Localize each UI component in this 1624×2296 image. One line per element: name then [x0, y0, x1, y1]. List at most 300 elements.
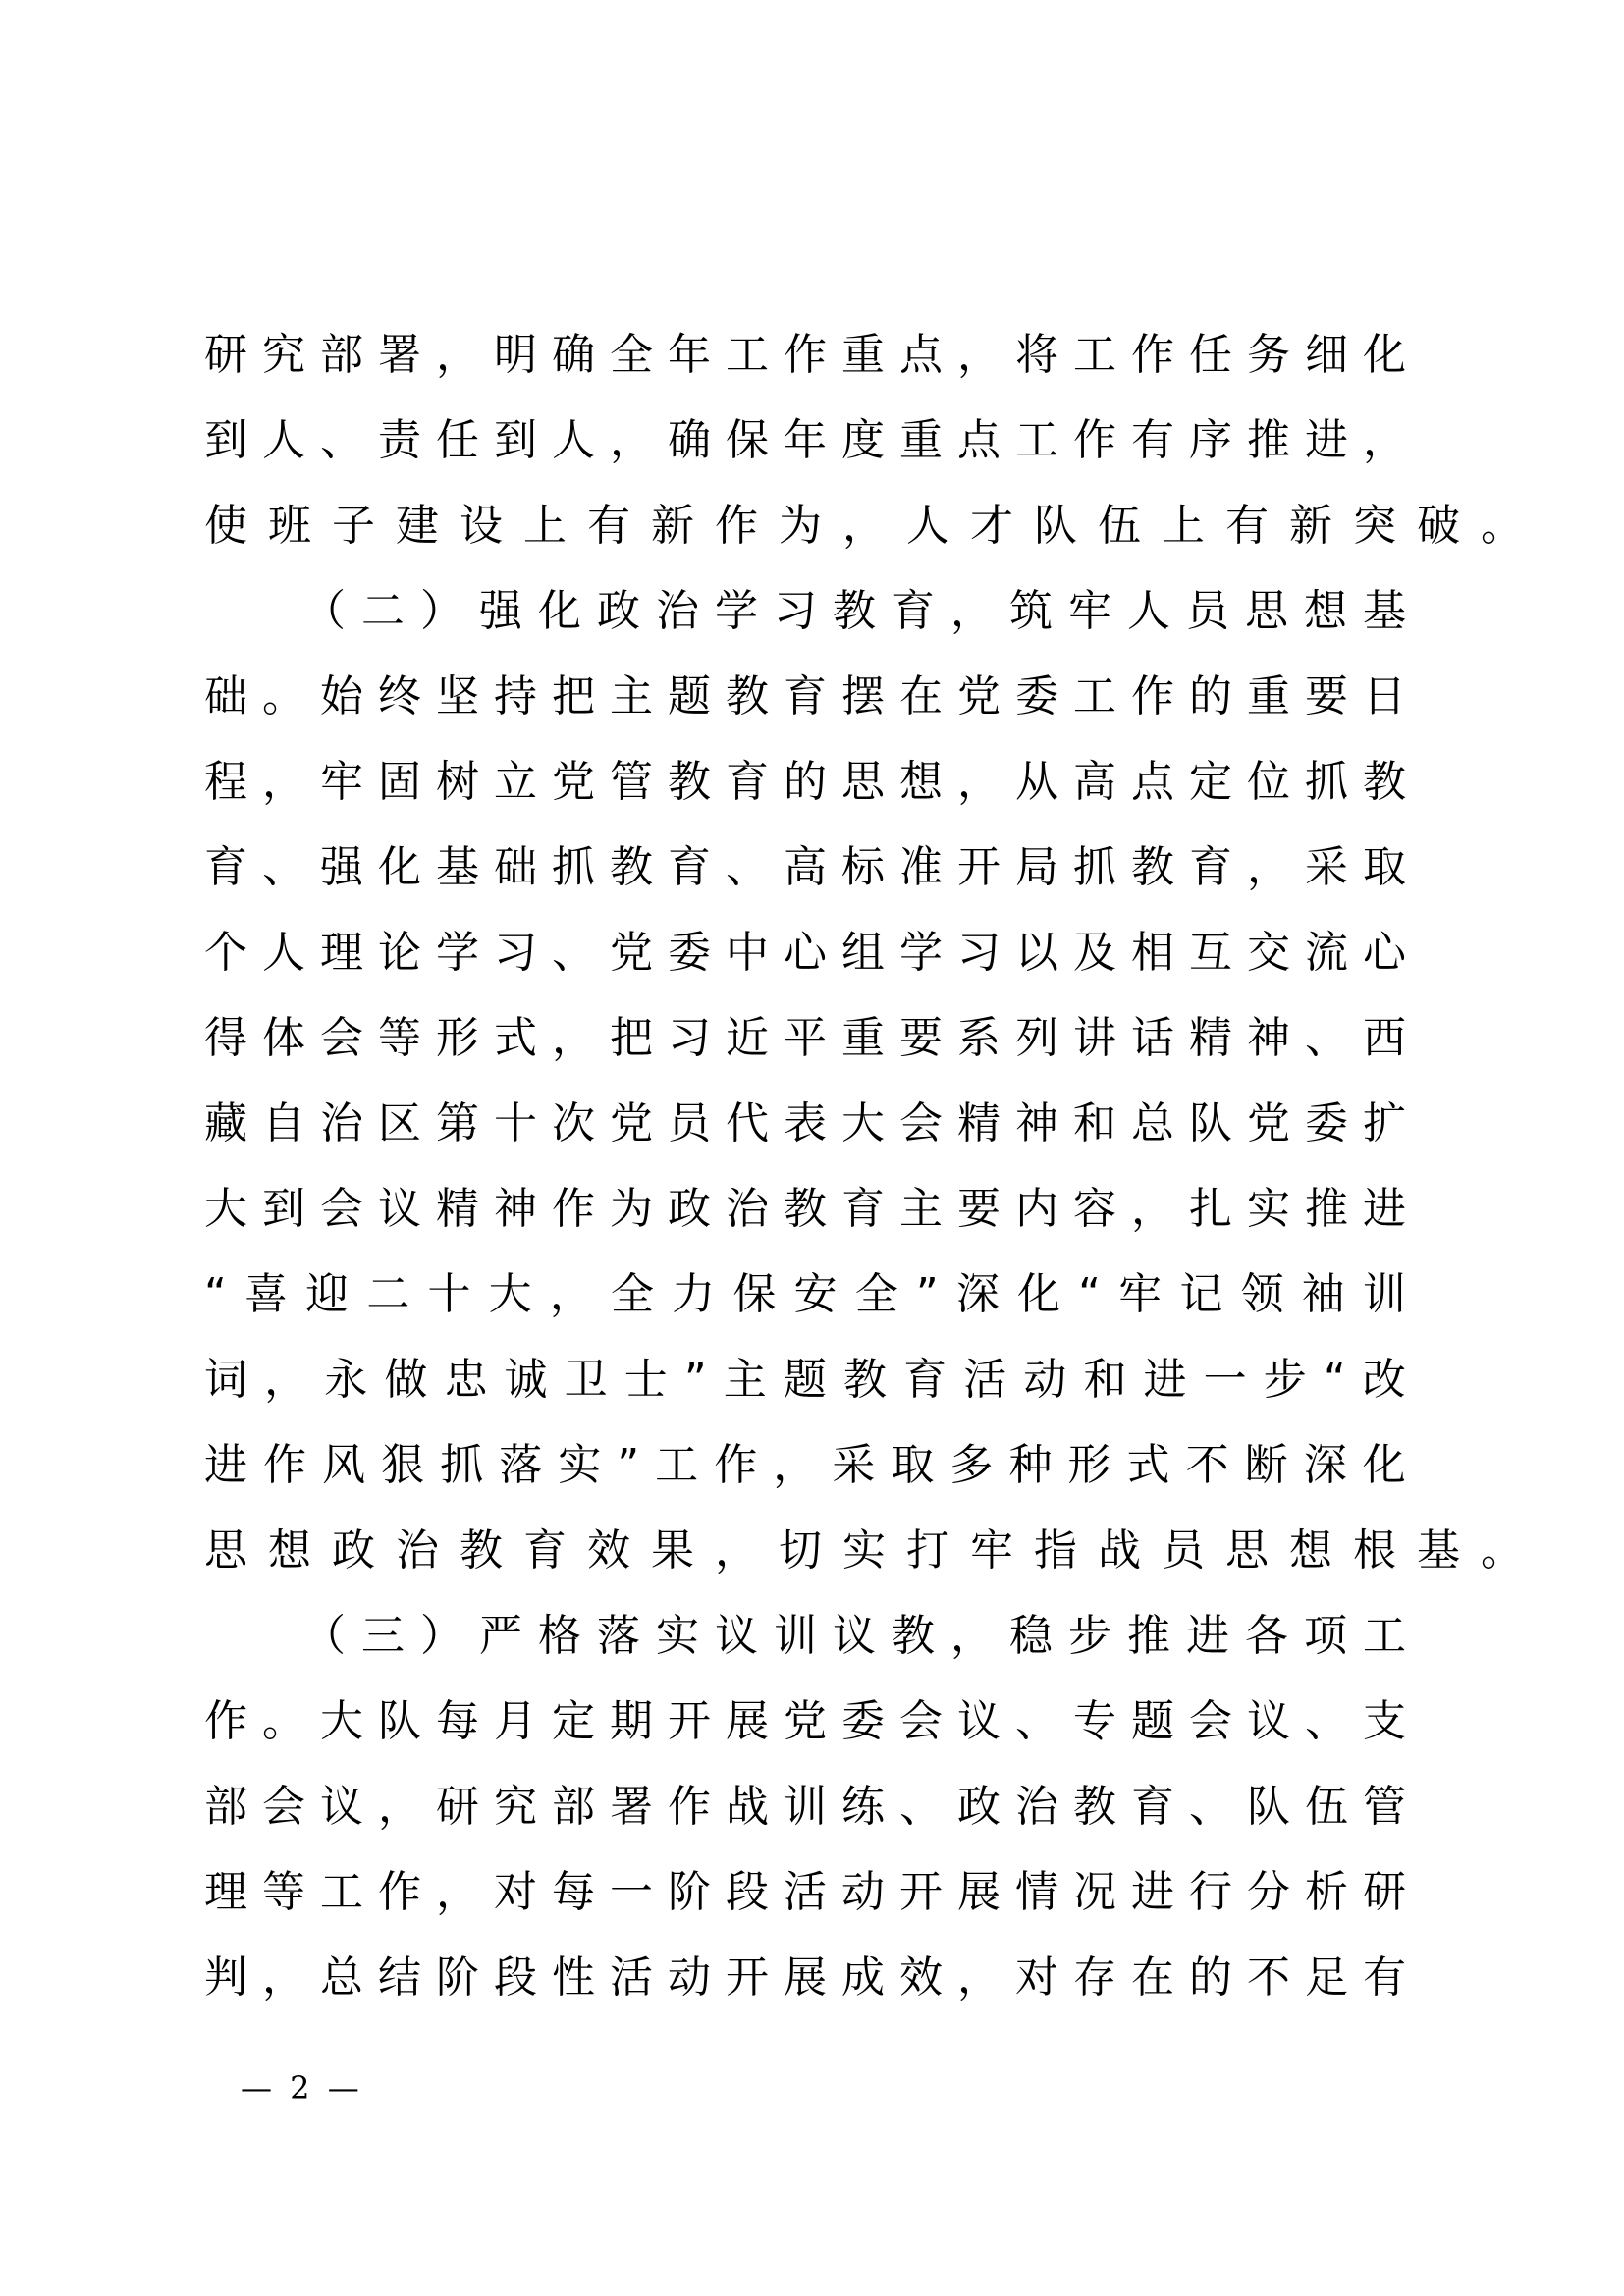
text-char: 治: [656, 586, 699, 636]
text-char: 期: [610, 1696, 653, 1746]
text-char: 取: [1363, 842, 1406, 892]
text-char: 研: [204, 330, 247, 380]
text-char: “: [1078, 1269, 1101, 1319]
text-char: 人: [262, 415, 305, 465]
text-char: 采: [832, 1440, 876, 1490]
text-char: 进: [1143, 1355, 1187, 1405]
text-char: 实: [656, 1611, 699, 1661]
text-char: 部: [320, 330, 363, 380]
text-char: 大: [841, 1098, 885, 1148]
text-char: “: [204, 1269, 227, 1319]
text-char: 政: [957, 1782, 1001, 1832]
text-char: 、: [1015, 1696, 1058, 1746]
text-char: 新: [1289, 501, 1353, 551]
text-char: 实: [1247, 1184, 1290, 1234]
text-line: [204, 910, 1406, 995]
text-char: 标: [841, 842, 885, 892]
text-char: 管: [610, 757, 653, 807]
text-char: 一: [1203, 1355, 1247, 1405]
text-char: 作: [668, 1782, 711, 1832]
text-char: 力: [672, 1269, 716, 1319]
text-char: ”: [617, 1440, 640, 1490]
text-char: 育: [1131, 1782, 1174, 1832]
text-char: 学: [436, 928, 479, 978]
text-char: 式: [494, 1013, 537, 1063]
text-char: 议: [957, 1696, 1001, 1746]
text-char: 为: [779, 501, 842, 551]
text-char: 持: [494, 671, 537, 721]
text-char: 开: [899, 1867, 943, 1917]
text-char: 任: [436, 415, 479, 465]
text-char: 开: [726, 1952, 769, 2002]
text-char: 对: [494, 1867, 537, 1917]
text-char: 藏: [204, 1098, 247, 1148]
text-char: 明: [494, 330, 537, 380]
text-char: 活: [610, 1952, 653, 2002]
text-line: [204, 1081, 1406, 1166]
text-line: [204, 398, 1406, 483]
text-char: 点: [899, 330, 943, 380]
text-char: 教: [892, 1611, 935, 1661]
text-char: 治: [726, 1184, 769, 1234]
text-char: 党: [552, 757, 595, 807]
text-char: 主: [610, 671, 653, 721]
text-line: [204, 1422, 1406, 1508]
text-char: 支: [1363, 1696, 1406, 1746]
text-char: 委: [1305, 1098, 1348, 1148]
text-char: 队: [1247, 1782, 1290, 1832]
text-char: 牢: [1068, 586, 1111, 636]
text-char: 党: [957, 671, 1001, 721]
text-char: 治: [396, 1525, 460, 1575]
text-char: 伍: [1305, 1782, 1348, 1832]
text-char: 推: [1247, 415, 1290, 465]
text-char: 落: [499, 1440, 543, 1490]
text-line: [204, 312, 1406, 398]
text-char: 思: [841, 757, 885, 807]
text-char: 有: [1225, 501, 1289, 551]
text-char: 进: [1131, 1867, 1174, 1917]
text-char: 平: [784, 1013, 827, 1063]
text-char: 的: [784, 757, 827, 807]
text-line: [204, 1337, 1406, 1422]
text-char: 全: [854, 1269, 898, 1319]
text-char: 。: [1481, 501, 1544, 551]
text-char: 理: [320, 928, 363, 978]
text-char: 区: [378, 1098, 421, 1148]
text-char: 实: [842, 1525, 906, 1575]
text-char: 基: [436, 842, 479, 892]
text-char: 全: [610, 330, 653, 380]
text-char: 理: [204, 1867, 247, 1917]
text-char: 精: [1189, 1013, 1232, 1063]
text-char: 育: [523, 1525, 587, 1575]
text-char: 责: [378, 415, 421, 465]
text-char: 将: [1015, 330, 1058, 380]
text-char: 严: [479, 1611, 522, 1661]
text-char: 高: [784, 842, 827, 892]
text-char: 重: [841, 1013, 885, 1063]
text-char: 子: [332, 501, 396, 551]
text-char: 体: [262, 1013, 305, 1063]
text-char: 始: [320, 671, 363, 721]
text-char: 研: [1363, 1867, 1406, 1917]
text-char: 局: [1015, 842, 1058, 892]
text-char: 以: [1015, 928, 1058, 978]
text-char: 袖: [1301, 1269, 1345, 1319]
text-char: 性: [552, 1952, 595, 2002]
text-char: 十: [494, 1098, 537, 1148]
text-char: 会: [1189, 1696, 1232, 1746]
text-char: 推: [1127, 1611, 1170, 1661]
text-char: 第: [436, 1098, 479, 1148]
text-char: 根: [1353, 1525, 1417, 1575]
page-number: — 2 —: [241, 2069, 363, 2107]
text-char: ，: [1363, 415, 1406, 465]
text-char: 工: [726, 330, 769, 380]
text-char: 对: [1015, 1952, 1058, 2002]
text-char: 打: [906, 1525, 970, 1575]
text-char: 定: [552, 1696, 595, 1746]
text-char: 人: [906, 501, 970, 551]
text-char: 议: [833, 1611, 876, 1661]
text-char: 深: [955, 1269, 1000, 1319]
text-char: 训: [1362, 1269, 1406, 1319]
text-char: 进: [1186, 1611, 1229, 1661]
body-text: [204, 312, 1544, 2020]
text-char: 工: [320, 1867, 363, 1917]
text-char: 神: [494, 1184, 537, 1234]
text-char: 政: [668, 1184, 711, 1234]
text-char: 育: [841, 1184, 885, 1234]
text-char: 点: [1131, 757, 1174, 807]
text-char: 扩: [1363, 1098, 1406, 1148]
text-char: 抓: [1305, 757, 1348, 807]
text-char: ，: [549, 1269, 593, 1319]
text-char: 指: [1034, 1525, 1098, 1575]
text-char: 战: [1098, 1525, 1162, 1575]
text-char: 点: [957, 415, 1001, 465]
text-char: 队: [1189, 1098, 1232, 1148]
text-char: 上: [1162, 501, 1225, 551]
text-char: 近: [726, 1013, 769, 1063]
text-char: 想: [899, 757, 943, 807]
text-char: 和: [1073, 1098, 1116, 1148]
text-char: 取: [891, 1440, 935, 1490]
text-char: 安: [793, 1269, 838, 1319]
text-char: 日: [1363, 671, 1406, 721]
text-char: 队: [378, 1696, 421, 1746]
text-char: 内: [1015, 1184, 1058, 1234]
text-char: 班: [268, 501, 332, 551]
text-line: [204, 1679, 1406, 1764]
text-char: 基: [1417, 1525, 1481, 1575]
text-char: 忠: [444, 1355, 488, 1405]
text-char: 想: [1289, 1525, 1353, 1575]
text-char: 终: [378, 671, 421, 721]
text-char: 题: [783, 1355, 827, 1405]
text-char: 党: [784, 1696, 827, 1746]
text-char: 工: [1073, 671, 1116, 721]
text-char: 署: [610, 1782, 653, 1832]
text-char: 实: [558, 1440, 602, 1490]
text-char: 话: [1131, 1013, 1174, 1063]
text-char: 个: [204, 928, 247, 978]
text-char: 教: [726, 671, 769, 721]
text-char: 议: [320, 1782, 363, 1832]
text-line: [204, 1764, 1406, 1849]
text-char: 况: [1073, 1867, 1116, 1917]
text-char: 重: [841, 330, 885, 380]
text-char: 重: [1247, 671, 1290, 721]
text-char: 段: [494, 1952, 537, 2002]
text-char: 有: [1131, 415, 1174, 465]
text-char: 人: [1127, 586, 1170, 636]
text-char: 判: [204, 1952, 247, 2002]
text-char: 教: [610, 842, 653, 892]
text-char: 结: [378, 1952, 421, 2002]
text-char: 党: [1247, 1098, 1290, 1148]
text-char: 开: [668, 1696, 711, 1746]
text-char: 动: [668, 1952, 711, 2002]
text-char: 基: [1363, 586, 1406, 636]
text-char: 阶: [436, 1952, 479, 2002]
text-char: ，: [773, 1440, 817, 1490]
text-char: 才: [970, 501, 1034, 551]
text-char: 程: [204, 757, 247, 807]
text-char: 作: [784, 330, 827, 380]
text-char: 部: [552, 1782, 595, 1832]
text-char: 新: [651, 501, 715, 551]
section-heading-line: [204, 1593, 1406, 1679]
text-char: 心: [784, 928, 827, 978]
text-char: 管: [1363, 1782, 1406, 1832]
text-char: 果: [651, 1525, 715, 1575]
text-char: 思: [1245, 586, 1288, 636]
text-char: 成: [841, 1952, 885, 2002]
text-char: 战: [726, 1782, 769, 1832]
text-char: 及: [1073, 928, 1116, 978]
text-char: 动: [1023, 1355, 1067, 1405]
text-char: 位: [1247, 757, 1290, 807]
text-char: 教: [1363, 757, 1406, 807]
text-char: 的: [1189, 1952, 1232, 2002]
text-char: 把: [610, 1013, 653, 1063]
text-char: 础: [204, 671, 247, 721]
text-char: 会: [320, 1013, 363, 1063]
text-char: 会: [899, 1696, 943, 1746]
text-char: ，: [610, 415, 653, 465]
text-char: 等: [262, 1867, 305, 1917]
text-char: 展: [957, 1867, 1001, 1917]
text-char: 化: [378, 842, 421, 892]
text-char: ，: [957, 1952, 1001, 2002]
text-char: 月: [494, 1696, 537, 1746]
text-char: 作: [378, 1867, 421, 1917]
text-char: ，: [950, 586, 994, 636]
text-char: 抓: [440, 1440, 484, 1490]
text-char: ，: [842, 501, 906, 551]
text-char: 深: [1303, 1440, 1347, 1490]
text-char: 扎: [1189, 1184, 1232, 1234]
text-char: 活: [784, 1867, 827, 1917]
text-char: 筑: [1009, 586, 1053, 636]
text-char: 行: [1189, 1867, 1232, 1917]
text-char: 习: [494, 928, 537, 978]
text-char: 得: [204, 1013, 247, 1063]
text-char: 设: [460, 501, 523, 551]
text-char: 员: [668, 1098, 711, 1148]
text-char: 一: [610, 1867, 653, 1917]
text-char: 牢: [970, 1525, 1034, 1575]
text-char: 神: [1015, 1098, 1058, 1148]
text-char: 育: [903, 1355, 947, 1405]
text-char: 、: [1189, 1782, 1232, 1832]
text-char: 保: [732, 1269, 777, 1319]
text-char: 等: [378, 1013, 421, 1063]
text-char: 切: [779, 1525, 842, 1575]
text-char: 育: [1189, 842, 1232, 892]
text-char: 确: [668, 415, 711, 465]
text-char: 讲: [1073, 1013, 1116, 1063]
text-char: 题: [1131, 1696, 1174, 1746]
text-char: 党: [610, 1098, 653, 1148]
text-line: [204, 739, 1406, 825]
text-char: 、: [726, 842, 769, 892]
text-char: ”: [915, 1269, 939, 1319]
text-char: 会: [320, 1184, 363, 1234]
text-char: 坚: [436, 671, 479, 721]
text-char: ，: [436, 330, 479, 380]
text-char: 段: [726, 1867, 769, 1917]
text-char: 各: [1245, 1611, 1288, 1661]
text-char: 足: [1305, 1952, 1348, 2002]
text-char: ，: [1247, 842, 1290, 892]
text-char: 人: [262, 928, 305, 978]
text-char: 化: [1362, 1440, 1406, 1490]
text-char: 大: [488, 1269, 532, 1319]
text-char: 育: [726, 757, 769, 807]
text-char: 政: [597, 586, 640, 636]
text-char: 细: [1305, 330, 1348, 380]
text-char: 委: [841, 1696, 885, 1746]
text-char: 容: [1073, 1184, 1116, 1234]
text-char: 议: [715, 1611, 758, 1661]
text-char: 工: [655, 1440, 699, 1490]
text-char: 树: [436, 757, 479, 807]
text-char: 要: [899, 1013, 943, 1063]
text-char: 作: [1131, 671, 1174, 721]
text-char: ，: [264, 1355, 308, 1405]
text-char: 展: [726, 1696, 769, 1746]
text-char: 步: [1263, 1355, 1307, 1405]
text-char: 组: [841, 928, 885, 978]
text-char: 情: [1015, 1867, 1058, 1917]
text-char: 到: [262, 1184, 305, 1234]
text-char: 多: [949, 1440, 994, 1490]
text-char: 教: [1131, 842, 1174, 892]
text-line: [204, 1166, 1406, 1252]
text-char: 全: [611, 1269, 654, 1319]
text-char: 重: [899, 415, 943, 465]
text-char: 项: [1304, 1611, 1347, 1661]
text-char: 要: [1305, 671, 1348, 721]
text-line: [204, 1252, 1406, 1337]
text-char: 和: [1083, 1355, 1127, 1405]
text-char: 想: [1304, 586, 1347, 636]
text-char: 工: [1073, 330, 1116, 380]
text-char: 人: [552, 415, 595, 465]
text-char: 、: [899, 1782, 943, 1832]
text-char: 习: [668, 1013, 711, 1063]
text-char: 二: [361, 586, 405, 636]
text-char: 化: [538, 586, 581, 636]
text-char: 摆: [841, 671, 885, 721]
section-heading-line: [204, 568, 1406, 654]
text-char: ”: [683, 1355, 707, 1405]
text-line: [204, 1508, 1544, 1593]
text-char: 高: [1073, 757, 1116, 807]
text-char: 十: [427, 1269, 471, 1319]
text-char: 稳: [1009, 1611, 1053, 1661]
text-char: 中: [726, 928, 769, 978]
text-char: 形: [1067, 1440, 1111, 1490]
text-char: 部: [204, 1782, 247, 1832]
text-char: 喜: [244, 1269, 288, 1319]
text-char: 立: [494, 757, 537, 807]
text-char: 度: [841, 415, 885, 465]
text-char: ，: [715, 1525, 779, 1575]
text-char: ，: [957, 757, 1001, 807]
text-char: ，: [1131, 1184, 1174, 1234]
text-char: 抓: [1073, 842, 1116, 892]
text-char: 主: [723, 1355, 767, 1405]
text-char: 上: [523, 501, 587, 551]
text-char: 大: [204, 1184, 247, 1234]
text-char: 训: [774, 1611, 817, 1661]
text-char: 强: [320, 842, 363, 892]
text-char: 狠: [381, 1440, 425, 1490]
text-char: 西: [1363, 1013, 1406, 1063]
text-char: 不: [1185, 1440, 1229, 1490]
text-line: [204, 654, 1406, 739]
text-char: 诚: [504, 1355, 548, 1405]
text-char: 建: [396, 501, 460, 551]
text-char: ）: [420, 1611, 463, 1661]
text-char: 育: [784, 671, 827, 721]
text-char: 大: [320, 1696, 363, 1746]
text-char: 流: [1305, 928, 1348, 978]
text-char: 化: [1017, 1269, 1060, 1319]
text-char: 年: [668, 330, 711, 380]
text-char: 系: [957, 1013, 1001, 1063]
text-char: 、: [262, 842, 305, 892]
text-char: 精: [436, 1184, 479, 1234]
text-char: 破: [1417, 501, 1481, 551]
text-char: 化: [1363, 330, 1406, 380]
text-line: [204, 483, 1544, 568]
text-char: 形: [436, 1013, 479, 1063]
text-char: （: [302, 586, 346, 636]
text-char: 保: [726, 415, 769, 465]
text-char: ，: [552, 1013, 595, 1063]
text-char: 落: [597, 1611, 640, 1661]
text-char: 三: [361, 1611, 405, 1661]
text-char: 治: [320, 1098, 363, 1148]
text-char: 效: [899, 1952, 943, 2002]
text-char: 教: [460, 1525, 523, 1575]
text-char: 神: [1247, 1013, 1290, 1063]
